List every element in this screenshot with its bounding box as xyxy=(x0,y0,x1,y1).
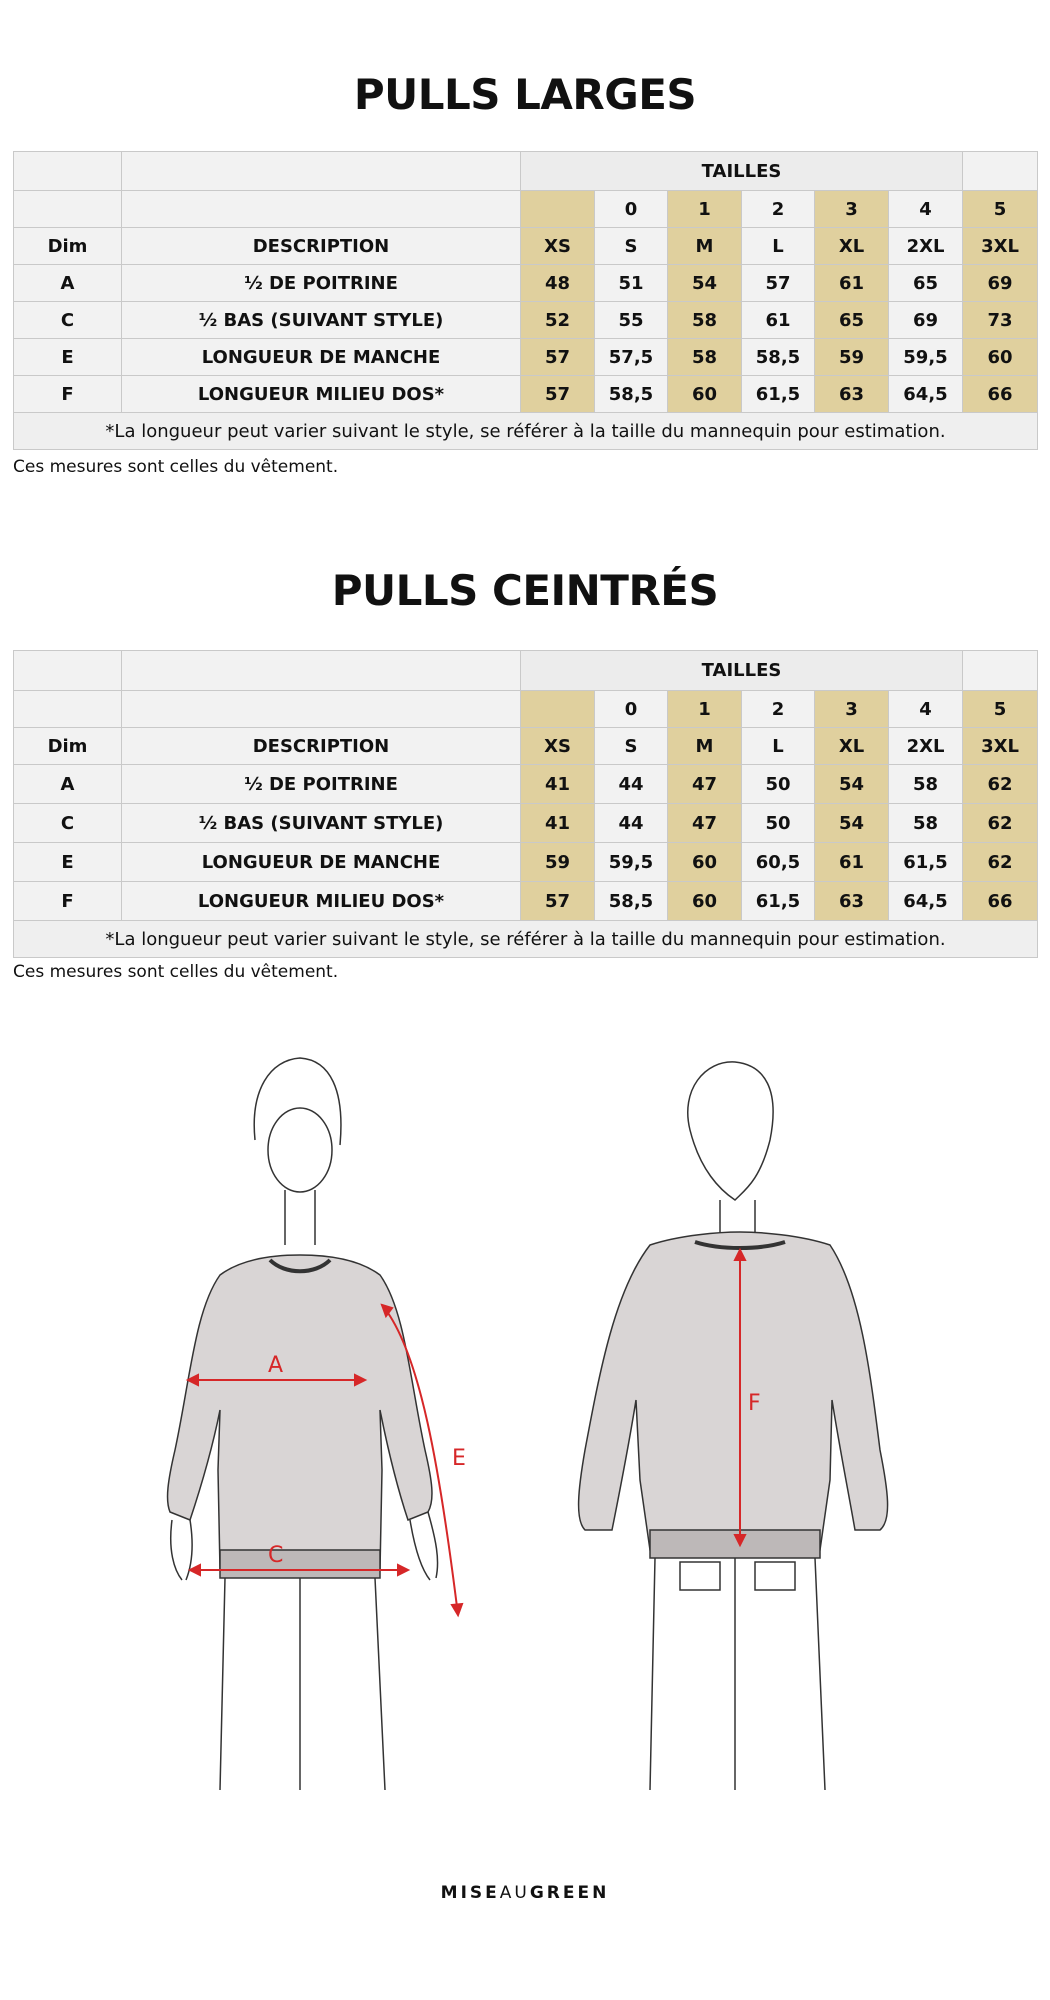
back-trousers xyxy=(650,1558,825,1790)
measurement-illustration xyxy=(160,1050,920,1790)
value-cell: 61,5 xyxy=(889,843,963,882)
value-cell: 58 xyxy=(668,339,742,376)
value-cell: 60 xyxy=(668,882,742,921)
value-cell: 63 xyxy=(815,882,889,921)
value-cell: 58 xyxy=(668,302,742,339)
size-label: M xyxy=(668,228,742,265)
size-label: 3XL xyxy=(963,228,1038,265)
size-label: L xyxy=(742,728,815,765)
table-note: *La longueur peut varier suivant le style, se référer à la taille du mannequin pour estimation. xyxy=(14,413,1038,450)
value-cell: 59,5 xyxy=(889,339,963,376)
size-number: 4 xyxy=(889,691,963,728)
back-pocket-left xyxy=(680,1562,720,1590)
front-figure xyxy=(168,1058,438,1790)
size-label: 2XL xyxy=(889,728,963,765)
header-row-numbers xyxy=(14,691,1038,728)
value-cell: 58,5 xyxy=(595,376,668,413)
size-label: S xyxy=(595,228,668,265)
front-trousers xyxy=(220,1578,385,1790)
value-cell: 69 xyxy=(963,265,1038,302)
size-number: 4 xyxy=(889,191,963,228)
value-cell: 59,5 xyxy=(595,843,668,882)
value-cell: 61,5 xyxy=(742,882,815,921)
size-number: 0 xyxy=(595,691,668,728)
description-header: DESCRIPTION xyxy=(122,228,521,265)
section-title-pulls-ceintres: PULLS CEINTRÉS xyxy=(331,566,719,615)
label-f: F xyxy=(748,1391,761,1416)
size-label: 2XL xyxy=(889,228,963,265)
dim-cell: E xyxy=(14,843,122,882)
value-cell: 64,5 xyxy=(889,376,963,413)
dim-cell: C xyxy=(14,302,122,339)
header-row-numbers xyxy=(14,191,1038,228)
table-row xyxy=(14,265,1038,302)
value-cell: 65 xyxy=(815,302,889,339)
value-cell: 59 xyxy=(521,843,595,882)
value-cell: 64,5 xyxy=(889,882,963,921)
value-cell: 57 xyxy=(521,882,595,921)
value-cell: 58,5 xyxy=(742,339,815,376)
dim-cell: F xyxy=(14,376,122,413)
value-cell: 57 xyxy=(521,339,595,376)
back-hair xyxy=(688,1062,773,1200)
header-row-tailles xyxy=(14,152,1038,191)
size-number xyxy=(521,691,595,728)
value-cell: 63 xyxy=(815,376,889,413)
dim-cell: E xyxy=(14,339,122,376)
size-table-pulls-larges xyxy=(13,151,1038,450)
size-label: XL xyxy=(815,228,889,265)
size-table-pulls-ceintres xyxy=(13,650,1038,958)
table-row xyxy=(14,765,1038,804)
size-number: 5 xyxy=(963,691,1038,728)
size-label: XS xyxy=(521,228,595,265)
value-cell: 66 xyxy=(963,882,1038,921)
description-cell: ½ BAS (SUIVANT STYLE) xyxy=(122,804,521,843)
dim-cell: C xyxy=(14,804,122,843)
size-number: 1 xyxy=(668,191,742,228)
tailles-header: TAILLES xyxy=(521,152,963,191)
value-cell: 41 xyxy=(521,804,595,843)
value-cell: 48 xyxy=(521,265,595,302)
value-cell: 58 xyxy=(889,765,963,804)
value-cell: 57 xyxy=(521,376,595,413)
header-row-sizes xyxy=(14,228,1038,265)
size-label: S xyxy=(595,728,668,765)
arrow-head xyxy=(452,1604,462,1615)
logo-part-green: GREEN xyxy=(529,1883,610,1903)
value-cell: 66 xyxy=(963,376,1038,413)
header-row-tailles xyxy=(14,651,1038,691)
description-header: DESCRIPTION xyxy=(122,728,521,765)
front-sweater xyxy=(168,1255,432,1570)
dim-cell: A xyxy=(14,265,122,302)
front-left-hand xyxy=(171,1520,192,1580)
note-row xyxy=(14,921,1038,958)
value-cell: 54 xyxy=(815,804,889,843)
size-number: 2 xyxy=(742,691,815,728)
label-a: A xyxy=(268,1353,284,1378)
size-label: XL xyxy=(815,728,889,765)
value-cell: 73 xyxy=(963,302,1038,339)
back-pocket-right xyxy=(755,1562,795,1590)
value-cell: 47 xyxy=(668,804,742,843)
front-head xyxy=(268,1108,332,1192)
description-cell: ½ DE POITRINE xyxy=(122,265,521,302)
note-row xyxy=(14,413,1038,450)
value-cell: 58 xyxy=(889,804,963,843)
size-number: 3 xyxy=(815,691,889,728)
back-sweater xyxy=(579,1232,888,1550)
arrow-head xyxy=(190,1565,200,1575)
value-cell: 69 xyxy=(889,302,963,339)
front-right-hand xyxy=(410,1512,438,1580)
size-number: 3 xyxy=(815,191,889,228)
value-cell: 62 xyxy=(963,804,1038,843)
table-row xyxy=(14,376,1038,413)
size-number: 5 xyxy=(963,191,1038,228)
dim-header: Dim xyxy=(14,728,122,765)
description-cell: ½ BAS (SUIVANT STYLE) xyxy=(122,302,521,339)
value-cell: 60 xyxy=(668,376,742,413)
table-row xyxy=(14,804,1038,843)
size-label: XS xyxy=(521,728,595,765)
table-row xyxy=(14,843,1038,882)
size-number: 2 xyxy=(742,191,815,228)
dim-cell: A xyxy=(14,765,122,804)
value-cell: 54 xyxy=(668,265,742,302)
size-label: L xyxy=(742,228,815,265)
brand-logo xyxy=(0,1883,1050,1903)
value-cell: 41 xyxy=(521,765,595,804)
size-label: M xyxy=(668,728,742,765)
section-title-pulls-larges: PULLS LARGES xyxy=(353,70,697,119)
arrow-head xyxy=(398,1565,408,1575)
front-neck xyxy=(285,1190,315,1245)
table-note: *La longueur peut varier suivant le style, se référer à la taille du mannequin pour estimation. xyxy=(14,921,1038,958)
dim-header: Dim xyxy=(14,228,122,265)
value-cell: 44 xyxy=(595,804,668,843)
header-row-sizes xyxy=(14,728,1038,765)
table-row xyxy=(14,302,1038,339)
description-cell: LONGUEUR MILIEU DOS* xyxy=(122,882,521,921)
description-cell: LONGUEUR DE MANCHE xyxy=(122,843,521,882)
label-c: C xyxy=(268,1543,284,1568)
value-cell: 55 xyxy=(595,302,668,339)
description-cell: LONGUEUR MILIEU DOS* xyxy=(122,376,521,413)
back-figure xyxy=(579,1062,888,1790)
value-cell: 59 xyxy=(815,339,889,376)
tailles-header: TAILLES xyxy=(521,651,963,691)
value-cell: 60 xyxy=(963,339,1038,376)
table-row xyxy=(14,882,1038,921)
measure-caption: Ces mesures sont celles du vêtement. xyxy=(13,962,339,982)
value-cell: 47 xyxy=(668,765,742,804)
value-cell: 61,5 xyxy=(742,376,815,413)
logo-part-mise: MISE xyxy=(440,1883,500,1903)
front-hem-rib xyxy=(220,1550,380,1578)
value-cell: 50 xyxy=(742,804,815,843)
value-cell: 50 xyxy=(742,765,815,804)
description-cell: ½ DE POITRINE xyxy=(122,765,521,804)
value-cell: 54 xyxy=(815,765,889,804)
value-cell: 44 xyxy=(595,765,668,804)
size-number xyxy=(521,191,595,228)
value-cell: 65 xyxy=(889,265,963,302)
value-cell: 62 xyxy=(963,765,1038,804)
value-cell: 57,5 xyxy=(595,339,668,376)
label-e: E xyxy=(452,1446,466,1471)
measure-caption: Ces mesures sont celles du vêtement. xyxy=(13,457,339,477)
value-cell: 62 xyxy=(963,843,1038,882)
value-cell: 60 xyxy=(668,843,742,882)
value-cell: 57 xyxy=(742,265,815,302)
description-cell: LONGUEUR DE MANCHE xyxy=(122,339,521,376)
dim-cell: F xyxy=(14,882,122,921)
size-number: 0 xyxy=(595,191,668,228)
size-number: 1 xyxy=(668,691,742,728)
size-label: 3XL xyxy=(963,728,1038,765)
logo-part-au: AU xyxy=(499,1883,530,1903)
value-cell: 52 xyxy=(521,302,595,339)
value-cell: 61 xyxy=(815,843,889,882)
table-row xyxy=(14,339,1038,376)
value-cell: 61 xyxy=(815,265,889,302)
value-cell: 61 xyxy=(742,302,815,339)
value-cell: 60,5 xyxy=(742,843,815,882)
value-cell: 51 xyxy=(595,265,668,302)
value-cell: 58,5 xyxy=(595,882,668,921)
